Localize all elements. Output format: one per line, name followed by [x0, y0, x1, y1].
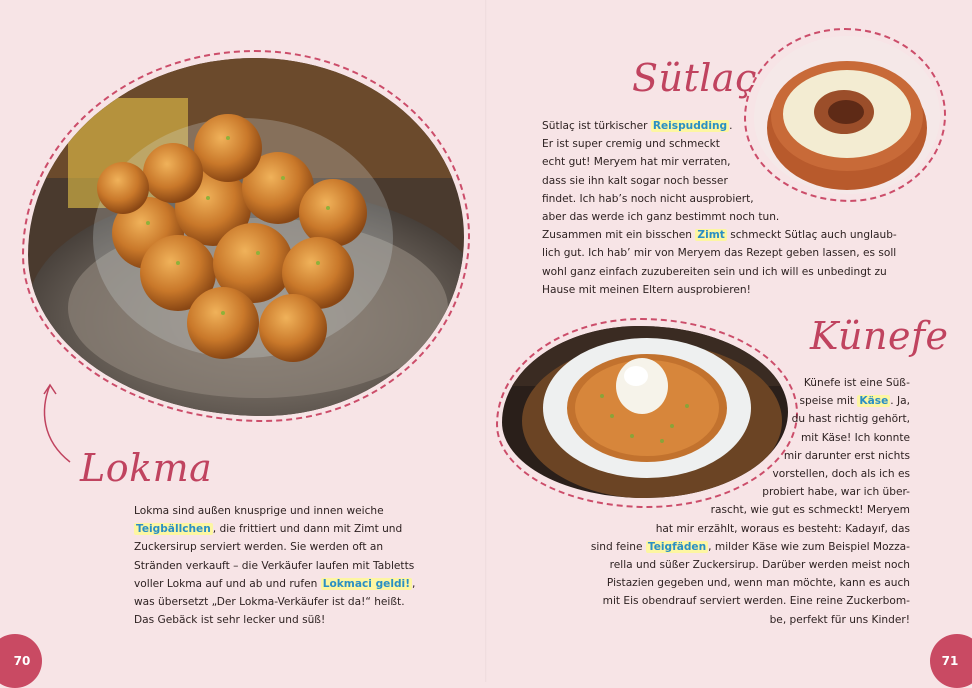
text-line	[542, 135, 897, 153]
highlighted-term: Reispudding	[652, 120, 728, 132]
text-segment: Stränden verkauft – die Verkäufer laufen mit Tabletts	[134, 559, 415, 572]
text-line	[591, 501, 910, 519]
curved-arrow-icon	[40, 380, 80, 470]
text-line	[542, 190, 897, 208]
highlighted-term: Teigfäden	[647, 540, 707, 553]
text-line	[134, 575, 415, 593]
text-line	[542, 226, 897, 244]
text-segment: Pistazien gegeben und, wenn man möchte, kann es auch	[606, 577, 910, 590]
text-segment: mir darunter erst nichts	[783, 449, 910, 462]
text-segment: Zusammen mit ein bisschen	[542, 229, 696, 242]
text-line	[591, 556, 910, 574]
text-line	[134, 611, 415, 629]
text-segment: du hast richtig gehört,	[791, 413, 910, 426]
text-segment: rella und süßer Zuckersirup. Darüber werden meist noch	[609, 559, 910, 572]
text-line	[591, 374, 910, 392]
text-segment: speise mit	[799, 395, 858, 408]
highlighted-term: Teigbällchen	[136, 523, 211, 536]
text-line	[591, 392, 910, 410]
lokma-photo-outline	[22, 50, 470, 422]
text-line	[591, 611, 910, 629]
text-segment: .	[729, 120, 733, 132]
text-segment: hat mir erzählt, woraus es besteht: Kadayıf, das	[655, 522, 910, 535]
text-segment: was übersetzt „Der Lokma-Verkäufer ist da!“ heißt.	[134, 596, 405, 609]
text-segment: lich gut. Ich hab’ mir von Meryem das Rezept geben lassen, es soll	[542, 247, 897, 260]
text-segment: . Ja,	[890, 395, 910, 408]
text-segment: mit Käse! Ich konnte	[800, 431, 910, 444]
text-line	[591, 447, 910, 465]
lokma-title: Lokma	[80, 446, 213, 490]
text-line	[542, 263, 897, 281]
highlighted-term: Käse	[859, 395, 889, 408]
text-segment: schmeckt Sütlaç auch unglaub-	[726, 229, 897, 242]
text-segment: aber das werde ich ganz bestimmt noch tun.	[542, 211, 780, 224]
text-line	[134, 538, 415, 556]
text-line	[591, 538, 910, 556]
lokma-body	[134, 502, 415, 629]
kunefe-title: Künefe	[810, 314, 949, 358]
page-fold	[485, 0, 487, 682]
text-line	[134, 593, 415, 611]
text-segment: vorstellen, doch als ich es	[772, 468, 910, 481]
text-segment: , milder Käse wie zum Beispiel Mozza-	[708, 540, 910, 553]
text-line	[591, 592, 910, 610]
text-line	[542, 117, 897, 135]
text-line	[542, 281, 897, 299]
text-segment: sind feine	[590, 540, 646, 553]
text-segment: voller Lokma auf und ab und rufen	[134, 577, 321, 590]
text-segment: Sütlaç ist türkischer	[542, 120, 651, 132]
text-segment: wohl ganz einfach zuzubereiten sein und ich will es unbedingt zu	[542, 265, 887, 278]
text-segment: mit Eis obendrauf serviert werden. Eine reine Zuckerbom-	[602, 595, 910, 608]
text-line	[591, 465, 910, 483]
text-segment: echt gut! Meryem hat mir verraten,	[542, 156, 731, 169]
text-line	[542, 172, 897, 190]
text-segment: , die frittiert und dann mit Zimt und	[212, 523, 403, 536]
text-segment: ,	[412, 577, 416, 590]
text-line	[542, 208, 897, 226]
text-line	[542, 244, 897, 262]
text-segment: Zuckersirup serviert werden. Sie werden oft an	[134, 541, 384, 554]
sutlac-title: Sütlaç	[632, 56, 757, 100]
text-segment: findet. Ich hab’s noch nicht ausprobiert,	[542, 192, 754, 205]
text-line	[542, 153, 897, 171]
sutlac-body	[542, 117, 897, 299]
text-segment: dass sie ihn kalt sogar noch besser	[542, 174, 728, 187]
text-line	[591, 520, 910, 538]
highlighted-term: Lokmaci geldi!	[322, 577, 411, 590]
text-line	[591, 429, 910, 447]
text-line	[134, 557, 415, 575]
text-segment: Hause mit meinen Eltern ausprobieren!	[542, 283, 751, 296]
text-segment: probiert habe, war ich über-	[762, 486, 910, 499]
text-segment: Er ist super cremig und schmeckt	[542, 138, 720, 151]
highlighted-term: Zimt	[697, 229, 725, 242]
page-number-left: 70	[0, 634, 42, 688]
text-segment: rascht, wie gut es schmeckt! Meryem	[710, 504, 910, 517]
page-number-right: 71	[930, 634, 972, 688]
text-segment: Lokma sind außen knusprige und innen weiche	[134, 505, 384, 517]
text-line	[134, 502, 415, 520]
text-segment: Künefe ist eine Süß-	[803, 377, 910, 389]
text-segment: be, perfekt für uns Kinder!	[769, 613, 910, 626]
text-line	[591, 574, 910, 592]
text-line	[591, 483, 910, 501]
kunefe-body	[591, 374, 910, 629]
text-segment: Das Gebäck ist sehr lecker und süß!	[134, 614, 326, 627]
text-line	[591, 410, 910, 428]
text-line	[134, 520, 415, 538]
